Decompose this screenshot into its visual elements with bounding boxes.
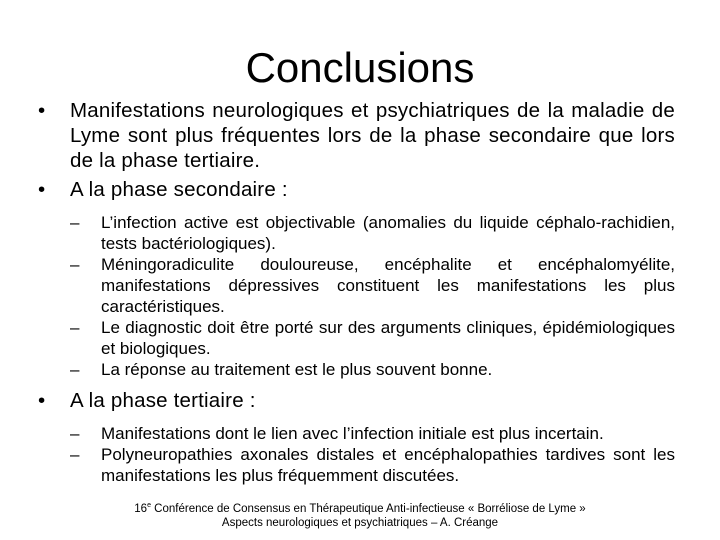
footer-edition-suffix: e (147, 502, 151, 510)
bullet-item (30, 98, 675, 173)
sub-bullet-text: Le diagnostic doit être porté sur des arguments cliniques, épidémiologiques et biologiques. (101, 318, 675, 358)
sub-bullet-text: Manifestations dont le lien avec l’infection initiale est plus incertain. (101, 424, 604, 443)
bullet-icon: • (38, 389, 46, 412)
sub-bullet-item (70, 317, 675, 359)
bullet-text: Manifestations neurologiques et psychiatriques de la maladie de Lyme sont plus fréquentes lors de la phase secondaire que lors de la phase tertiaire. (70, 99, 675, 172)
dash-icon: – (70, 360, 80, 379)
sub-bullet-list (70, 212, 675, 380)
sub-bullet-item (70, 444, 675, 486)
footer-conference-text: Conférence de Consensus en Thérapeutique Anti-infectieuse « Borréliose de Lyme » (150, 503, 586, 515)
bullet-text: A la phase secondaire : (70, 178, 288, 201)
dash-icon: – (70, 318, 80, 337)
sub-bullet-list (70, 423, 675, 486)
bullet-item (30, 388, 675, 413)
sub-bullet-item (70, 254, 675, 317)
dash-icon: – (70, 445, 80, 464)
slide-footer (0, 502, 720, 530)
sub-bullet-text: Méningoradiculite douloureuse, encéphalite et encéphalomyélite, manifestations dépressives constituent les manifestations les plus caractéristiques. (101, 255, 675, 316)
bullet-list (30, 98, 675, 486)
bullet-icon: • (38, 178, 46, 201)
sub-bullet-text: Polyneuropathies axonales distales et encéphalopathies tardives sont les manifestations les plus fréquemment discutées. (101, 445, 675, 485)
sub-bullet-item (70, 212, 675, 254)
bullet-item (30, 177, 675, 202)
slide-title: Conclusions (245, 44, 475, 91)
dash-icon: – (70, 213, 80, 232)
footer-line-2: Aspects neurologiques et psychiatriques – A. Créange (221, 517, 499, 529)
bullet-text: A la phase tertiaire : (70, 389, 256, 412)
bullet-icon: • (38, 99, 46, 122)
dash-icon: – (70, 424, 80, 443)
sub-bullet-item (70, 423, 675, 444)
footer-edition-number: 16 (134, 503, 148, 515)
footer-line-1 (0, 502, 720, 516)
sub-bullet-text: L’infection active est objectivable (anomalies du liquide céphalo-rachidien, tests bactériologiques). (101, 213, 675, 253)
sub-bullet-item (70, 359, 675, 380)
sub-bullet-text: La réponse au traitement est le plus souvent bonne. (101, 360, 493, 379)
dash-icon: – (70, 255, 80, 274)
